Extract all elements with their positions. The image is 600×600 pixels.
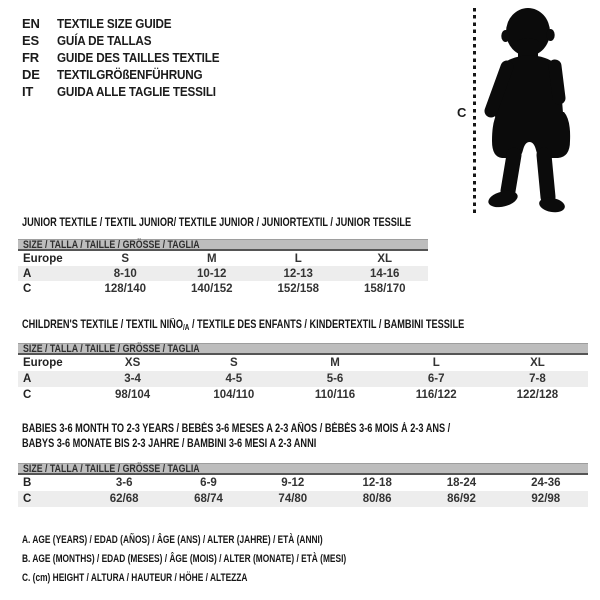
language-code: ES <box>22 33 39 48</box>
size-cell: L <box>432 357 440 369</box>
size-row-a <box>18 266 428 281</box>
height-dotted-line <box>473 8 476 215</box>
babies-size-table <box>18 463 588 507</box>
size-cell: 62/68 <box>109 493 139 505</box>
size-cell: XL <box>377 252 393 265</box>
language-row <box>22 32 237 49</box>
language-row <box>22 66 237 83</box>
size-row-b <box>18 475 588 491</box>
size-cell: 4-5 <box>225 373 243 385</box>
language-title-list <box>22 15 237 100</box>
size-row-c <box>18 387 588 403</box>
size-cell: 128/140 <box>104 282 147 295</box>
language-title: GUÍA DE TALLAS <box>57 33 152 48</box>
size-cell: 6-7 <box>427 373 445 385</box>
size-cell: 110/116 <box>314 389 356 401</box>
babies-table-title-line2: BABYS 3-6 MONATE BIS 2-3 JAHRE / BAMBINI 3-6 MESI A 2-3 ANNI <box>22 438 317 450</box>
row-label: C <box>23 389 32 401</box>
note-age-months: B. AGE (MONTHS) / EDAD (MESES) / ÂGE (MOIS) / ALTER (MONATE) / ETÀ (MESI) <box>22 552 347 565</box>
size-cell: XL <box>530 357 545 369</box>
size-cell: 86/92 <box>447 493 476 505</box>
language-code: DE <box>22 67 40 82</box>
height-measure-label: C <box>457 105 467 120</box>
language-title: GUIDA ALLE TAGLIE TESSILI <box>57 84 216 99</box>
size-cell: 12-18 <box>362 477 392 489</box>
size-cell: 74/80 <box>278 493 308 505</box>
size-cell: 3-4 <box>124 373 141 385</box>
size-header-bar: SIZE / TALLA / TAILLE / GRÖSSE / TAGLIA <box>18 239 428 251</box>
legend-notes <box>22 530 449 587</box>
size-cell: XS <box>124 357 141 369</box>
size-cell: 116/122 <box>415 389 457 401</box>
row-label: A <box>23 267 32 280</box>
children-table-title: CHILDREN'S TEXTILE / TEXTIL NIÑO/A / TEXTILE DES ENFANTS / KINDERTEXTIL / BAMBINI TESSILE <box>22 319 465 332</box>
size-header-bar: SIZE / TALLA / TAILLE / GRÖSSE / TAGLIA <box>18 463 588 475</box>
babies-table-title <box>22 422 557 452</box>
size-cell: 152/158 <box>277 282 320 295</box>
row-label: B <box>23 477 32 489</box>
baby-silhouette-icon <box>484 5 579 215</box>
size-cell: 3-6 <box>115 477 133 489</box>
size-cell: 9-12 <box>281 477 305 489</box>
size-cell: 158/170 <box>363 282 406 295</box>
language-code: IT <box>22 84 34 99</box>
size-cell: 24-36 <box>531 477 561 489</box>
size-cell: M <box>206 252 217 265</box>
language-row <box>22 49 237 66</box>
junior-size-table <box>18 239 428 296</box>
size-cell: 68/74 <box>194 493 223 505</box>
row-label: Europe <box>23 357 63 369</box>
language-title: TEXTILGRÖßENFÜHRUNG <box>57 67 203 82</box>
size-cell: 8-10 <box>113 267 137 280</box>
size-cell: 18-24 <box>446 477 477 489</box>
size-row-europe <box>18 251 428 266</box>
size-cell: 80/86 <box>362 493 392 505</box>
size-cell: 7-8 <box>529 373 546 385</box>
row-label: A <box>23 373 32 385</box>
size-cell: S <box>121 252 130 265</box>
size-cell: 14-16 <box>370 267 400 280</box>
junior-table-title: JUNIOR TEXTILE / TEXTIL JUNIOR/ TEXTILE JUNIOR / JUNIORTEXTIL / JUNIOR TESSILE <box>22 217 412 229</box>
note-height-cm: C. (cm) HEIGHT / ALTURA / HAUTEUR / HÖHE / ALTEZZA <box>22 571 248 584</box>
language-row <box>22 83 237 100</box>
size-row-a <box>18 371 588 387</box>
size-row-c <box>18 281 428 296</box>
language-code: EN <box>22 16 40 31</box>
language-title: TEXTILE SIZE GUIDE <box>57 16 172 31</box>
size-header-bar: SIZE / TALLA / TAILLE / GRÖSSE / TAGLIA <box>18 343 588 355</box>
language-title: GUIDE DES TAILLES TEXTILE <box>57 50 220 65</box>
note-age-years: A. AGE (YEARS) / EDAD (AÑOS) / ÂGE (ANS) / ALTER (JAHRE) / ETÀ (ANNI) <box>22 533 323 546</box>
babies-table-title-line1: BABIES 3-6 MONTH TO 2-3 YEARS / BEBÉS 3-6 MESES A 2-3 AÑOS / BÉBÉS 3-6 MOIS À 2-3 ANS / <box>22 423 451 435</box>
size-cell: 6-9 <box>200 477 217 489</box>
size-cell: S <box>229 357 238 369</box>
children-size-table <box>18 343 588 403</box>
size-cell: 104/110 <box>213 389 255 401</box>
row-label: Europe <box>23 252 63 265</box>
size-cell: 12-13 <box>283 267 313 280</box>
size-cell: 10-12 <box>197 267 227 280</box>
size-cell: 5-6 <box>326 373 344 385</box>
size-cell: 92/98 <box>531 493 561 505</box>
size-cell: 140/152 <box>190 282 233 295</box>
size-row-europe <box>18 355 588 371</box>
size-cell: 122/128 <box>516 389 559 401</box>
size-row-c <box>18 491 588 507</box>
size-cell: 98/104 <box>115 389 151 401</box>
size-cell: L <box>294 252 302 265</box>
row-label: C <box>23 493 32 505</box>
language-row <box>22 15 237 32</box>
language-code: FR <box>22 50 39 65</box>
row-label: C <box>23 282 32 295</box>
size-cell: M <box>330 357 340 369</box>
